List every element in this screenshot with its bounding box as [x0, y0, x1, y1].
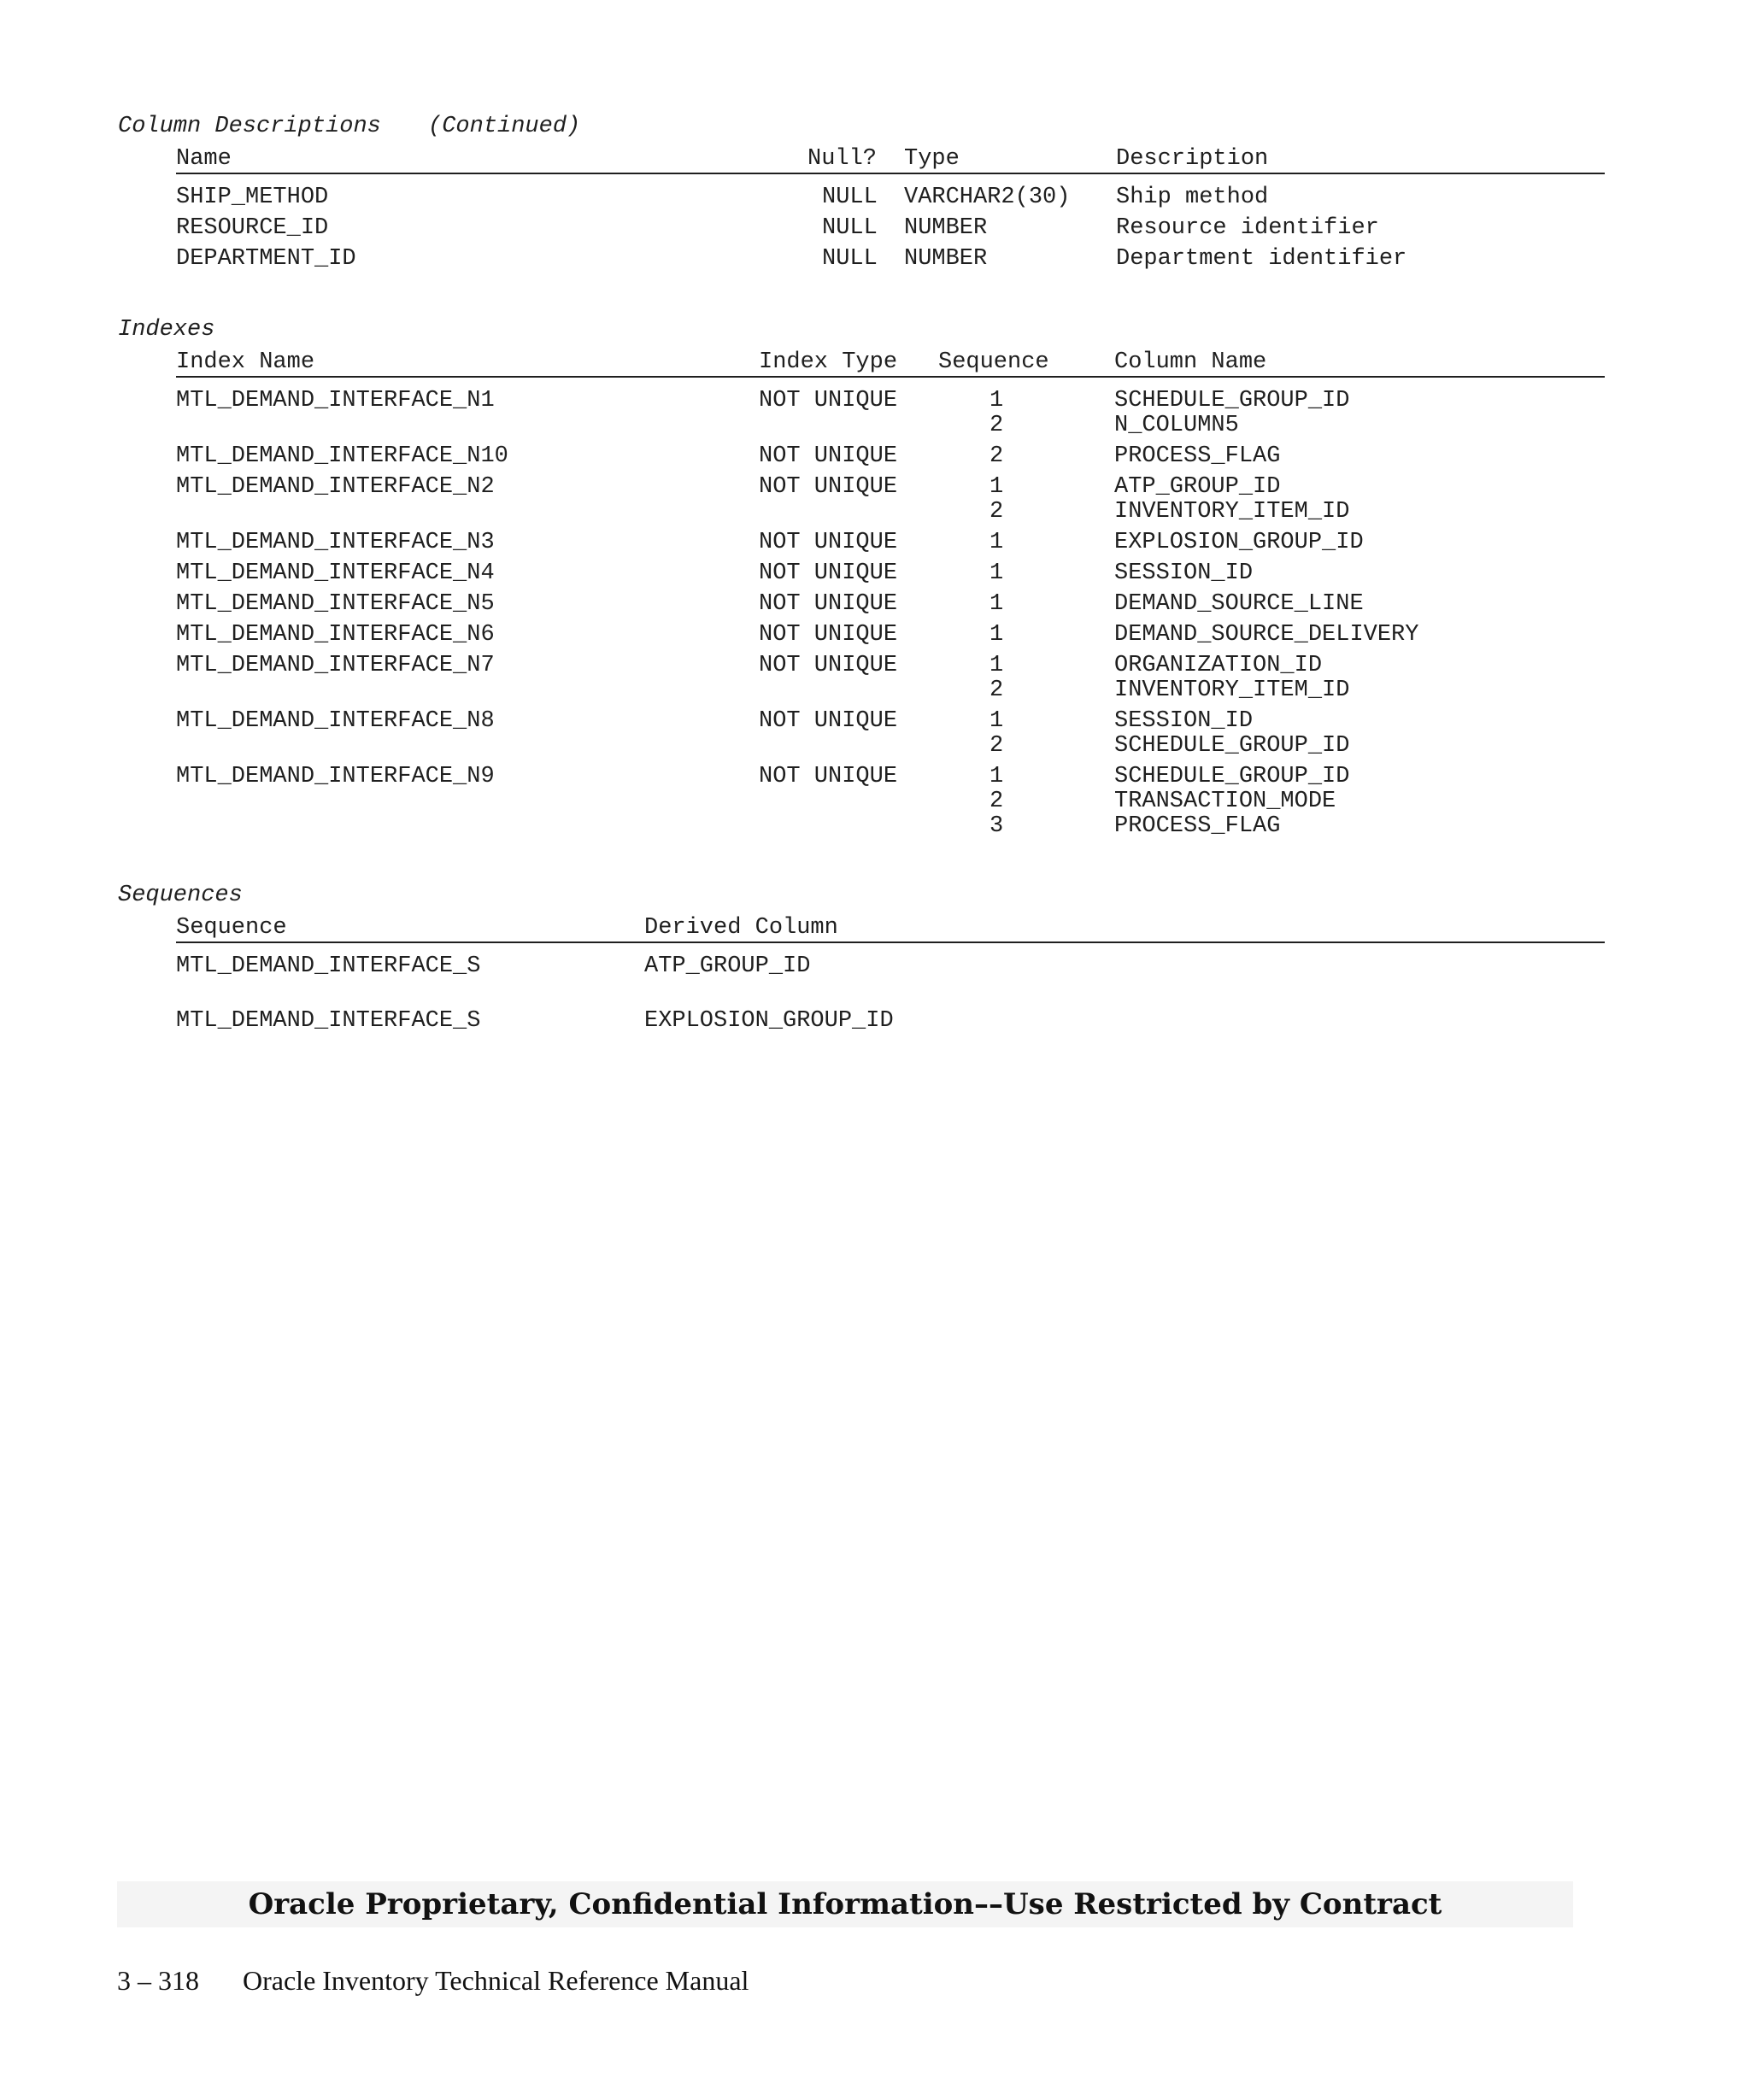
header-description: Description: [1116, 146, 1269, 172]
index-column-name: DEMAND_SOURCE_DELIVERY: [1114, 622, 1419, 648]
index-sequence: 1: [990, 591, 1004, 617]
index-sequence: 2: [990, 413, 1004, 438]
index-type: NOT UNIQUE: [759, 591, 898, 617]
index-type: NOT UNIQUE: [759, 530, 898, 555]
index-sequence: 1: [990, 474, 1004, 500]
index-column-name: ATP_GROUP_ID: [1114, 474, 1281, 500]
table-row-description: Ship method: [1116, 185, 1269, 210]
index-type: NOT UNIQUE: [759, 708, 898, 734]
index-sequence: 2: [990, 678, 1004, 703]
table-row-name: DEPARTMENT_ID: [176, 246, 356, 272]
index-name: MTL_DEMAND_INTERFACE_N6: [176, 622, 495, 648]
index-name: MTL_DEMAND_INTERFACE_N1: [176, 388, 495, 414]
header-index-name: Index Name: [176, 349, 315, 375]
table-row-type: NUMBER: [904, 246, 988, 272]
sequences-rule: [176, 941, 1605, 943]
index-sequence: 3: [990, 813, 1004, 839]
derived-column: EXPLOSION_GROUP_ID: [644, 1008, 894, 1034]
index-type: NOT UNIQUE: [759, 653, 898, 678]
index-name: MTL_DEMAND_INTERFACE_N9: [176, 764, 495, 789]
index-column-name: SESSION_ID: [1114, 560, 1254, 586]
index-sequence: 1: [990, 560, 1004, 586]
sequence-name: MTL_DEMAND_INTERFACE_S: [176, 953, 481, 979]
index-name: MTL_DEMAND_INTERFACE_N7: [176, 653, 495, 678]
column-descriptions-rule: [176, 173, 1605, 174]
continued-label: (Continued): [428, 114, 581, 139]
confidential-notice: Oracle Proprietary, Confidential Information––Use Restricted by Contract: [248, 1887, 1442, 1921]
header-null: Null?: [807, 146, 878, 172]
index-name: MTL_DEMAND_INTERFACE_N3: [176, 530, 495, 555]
index-sequence: 1: [990, 708, 1004, 734]
index-column-name: INVENTORY_ITEM_ID: [1114, 499, 1350, 525]
header-name: Name: [176, 146, 232, 172]
index-sequence: 2: [990, 789, 1004, 814]
index-type: NOT UNIQUE: [759, 560, 898, 586]
sequences-title: Sequences: [118, 883, 243, 908]
index-column-name: SESSION_ID: [1114, 708, 1254, 734]
index-column-name: SCHEDULE_GROUP_ID: [1114, 733, 1350, 759]
index-column-name: ORGANIZATION_ID: [1114, 653, 1323, 678]
index-sequence: 1: [990, 622, 1004, 648]
index-sequence: 1: [990, 530, 1004, 555]
index-name: MTL_DEMAND_INTERFACE_N10: [176, 443, 508, 469]
index-column-name: PROCESS_FLAG: [1114, 813, 1281, 839]
table-row-name: SHIP_METHOD: [176, 185, 329, 210]
table-row-null: NULL: [822, 215, 878, 241]
table-row-type: VARCHAR2(30): [904, 185, 1071, 210]
table-row-name: RESOURCE_ID: [176, 215, 329, 241]
table-row-null: NULL: [822, 246, 878, 272]
header-sequence: Sequence: [938, 349, 1049, 375]
index-column-name: SCHEDULE_GROUP_ID: [1114, 764, 1350, 789]
index-column-name: PROCESS_FLAG: [1114, 443, 1281, 469]
index-column-name: TRANSACTION_MODE: [1114, 789, 1336, 814]
index-name: MTL_DEMAND_INTERFACE_N4: [176, 560, 495, 586]
index-name: MTL_DEMAND_INTERFACE_N5: [176, 591, 495, 617]
derived-column: ATP_GROUP_ID: [644, 953, 811, 979]
header-derived-column: Derived Column: [644, 915, 838, 941]
table-row-type: NUMBER: [904, 215, 988, 241]
index-type: NOT UNIQUE: [759, 388, 898, 414]
header-index-type: Index Type: [759, 349, 898, 375]
table-row-description: Department identifier: [1116, 246, 1407, 272]
index-column-name: EXPLOSION_GROUP_ID: [1114, 530, 1364, 555]
indexes-rule: [176, 376, 1605, 378]
index-column-name: SCHEDULE_GROUP_ID: [1114, 388, 1350, 414]
index-name: MTL_DEMAND_INTERFACE_N2: [176, 474, 495, 500]
index-sequence: 2: [990, 733, 1004, 759]
index-type: NOT UNIQUE: [759, 764, 898, 789]
index-sequence: 1: [990, 653, 1004, 678]
table-row-description: Resource identifier: [1116, 215, 1379, 241]
index-sequence: 2: [990, 499, 1004, 525]
index-type: NOT UNIQUE: [759, 622, 898, 648]
sequence-name: MTL_DEMAND_INTERFACE_S: [176, 1008, 481, 1034]
index-name: MTL_DEMAND_INTERFACE_N8: [176, 708, 495, 734]
index-column-name: DEMAND_SOURCE_LINE: [1114, 591, 1364, 617]
indexes-title: Indexes: [118, 317, 215, 343]
index-sequence: 1: [990, 388, 1004, 414]
index-type: NOT UNIQUE: [759, 443, 898, 469]
index-sequence: 1: [990, 764, 1004, 789]
confidential-notice-band: [117, 1881, 1573, 1927]
column-descriptions-title: Column Descriptions: [118, 114, 381, 139]
table-row-null: NULL: [822, 185, 878, 210]
index-column-name: INVENTORY_ITEM_ID: [1114, 678, 1350, 703]
header-sequence-name: Sequence: [176, 915, 287, 941]
header-type: Type: [904, 146, 960, 172]
page-number: 3 – 318: [117, 1965, 199, 1996]
index-sequence: 2: [990, 443, 1004, 469]
index-type: NOT UNIQUE: [759, 474, 898, 500]
index-column-name: N_COLUMN5: [1114, 413, 1239, 438]
header-column-name: Column Name: [1114, 349, 1267, 375]
manual-title: Oracle Inventory Technical Reference Manual: [243, 1965, 749, 1996]
